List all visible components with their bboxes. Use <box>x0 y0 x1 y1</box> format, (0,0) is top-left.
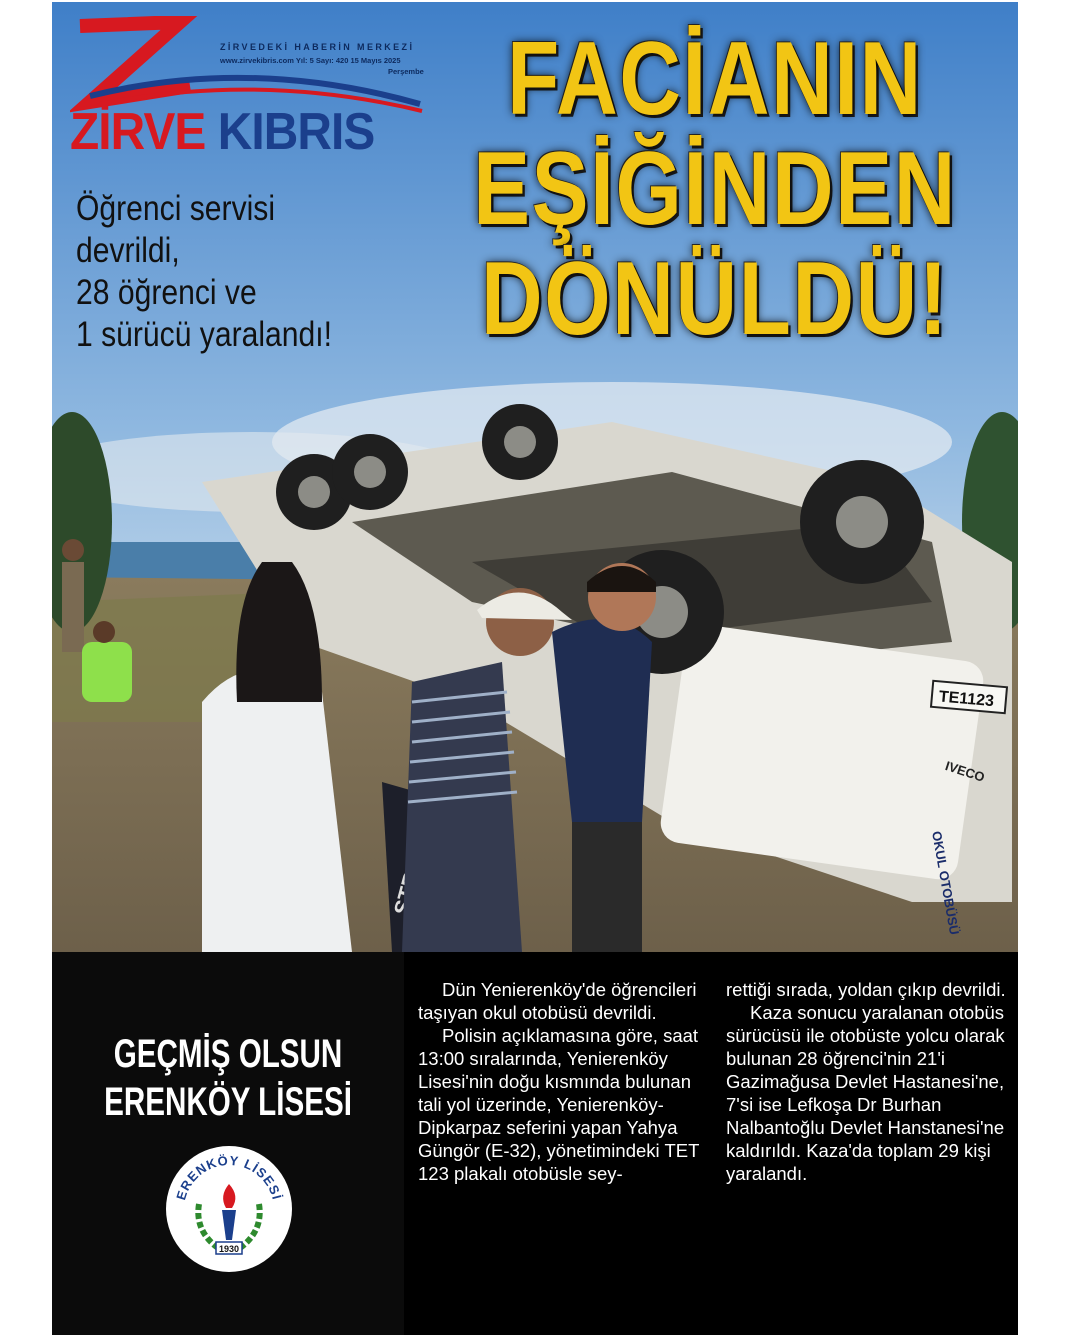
plate-text: TE1123 <box>938 688 995 711</box>
logo-year: 1930 <box>218 1244 240 1254</box>
wish-box <box>52 952 404 1335</box>
subheadline <box>76 188 360 356</box>
article-paragraph: rettiği sırada, yoldan çıkıp devrildi. <box>726 979 1006 1000</box>
brand-kibris: KIBRIS <box>217 103 375 161</box>
headline-line: FACİANIN <box>507 21 923 137</box>
wish-line-2: ERENKÖY LİSESİ <box>104 1080 352 1124</box>
newspaper-front-page <box>52 2 1018 1335</box>
masthead-brand <box>70 103 375 161</box>
subheadline-line: Öğrenci servisi <box>76 189 276 228</box>
wish-line-1: GEÇMİŞ OLSUN <box>113 1032 343 1076</box>
subheadline-line: devrildi, <box>76 231 180 270</box>
subheadline-line: 28 öğrenci ve <box>76 273 257 312</box>
masthead <box>70 16 430 166</box>
bottom-section <box>52 952 1018 1335</box>
article-paragraph: Polisin açıklamasına göre, saat 13:00 sıralarında, Yenierenköy Lisesi'nin doğu kısmında bulunan tali yol üzerinde, Yenierenköy-Dipkarpaz seferini yapan Yahya Güngör (E-32), yönetimindeki TET 123 plakalı otobüsle sey- <box>418 1025 700 1184</box>
masthead-logo-mark <box>70 16 430 116</box>
article-paragraph: Dün Yenierenköy'de öğrencileri taşıyan okul otobüsü devrildi. <box>418 979 697 1023</box>
article-paragraph: Kaza sonucu yaralanan otobüs sürücüsü ile otobüste yolcu olarak bulunan 28 öğrenci'nin 21'i Gazimağusa Devlet Hastanesi'ne, 7'si ise Lefkoşa Dr Burhan Nalbantoğlu Devlet Hanstanesi'ne kaldırıldı. Kaza'da toplam 29 kişi yaralandı. <box>726 1002 1005 1184</box>
main-headline <box>420 21 1010 357</box>
headline-line: DÖNÜLDÜ! <box>481 241 949 357</box>
article-column-2 <box>726 978 1014 1185</box>
headline-line: EŞİĞİNDEN <box>473 131 957 247</box>
wish-text <box>98 1030 358 1126</box>
masthead-day: Perşembe <box>388 67 424 76</box>
subheadline-line: 1 sürücü yaralandı! <box>76 315 332 354</box>
bus-brand-text: IVECO <box>943 758 987 785</box>
masthead-meta: www.zirvekibris.com Yıl: 5 Sayı: 420 15 Mayıs 2025 <box>220 56 401 65</box>
article-column-1 <box>418 978 706 1185</box>
logo-arc-text: ERENKÖY LİSESİ <box>173 1152 285 1202</box>
school-logo <box>164 1144 294 1274</box>
brand-zirve: ZİRVE <box>70 103 206 161</box>
masthead-slogan: ZİRVEDEKİ HABERİN MERKEZİ <box>220 42 415 52</box>
bus-side-text: OKUL OTOBÜSÜ <box>929 829 963 936</box>
